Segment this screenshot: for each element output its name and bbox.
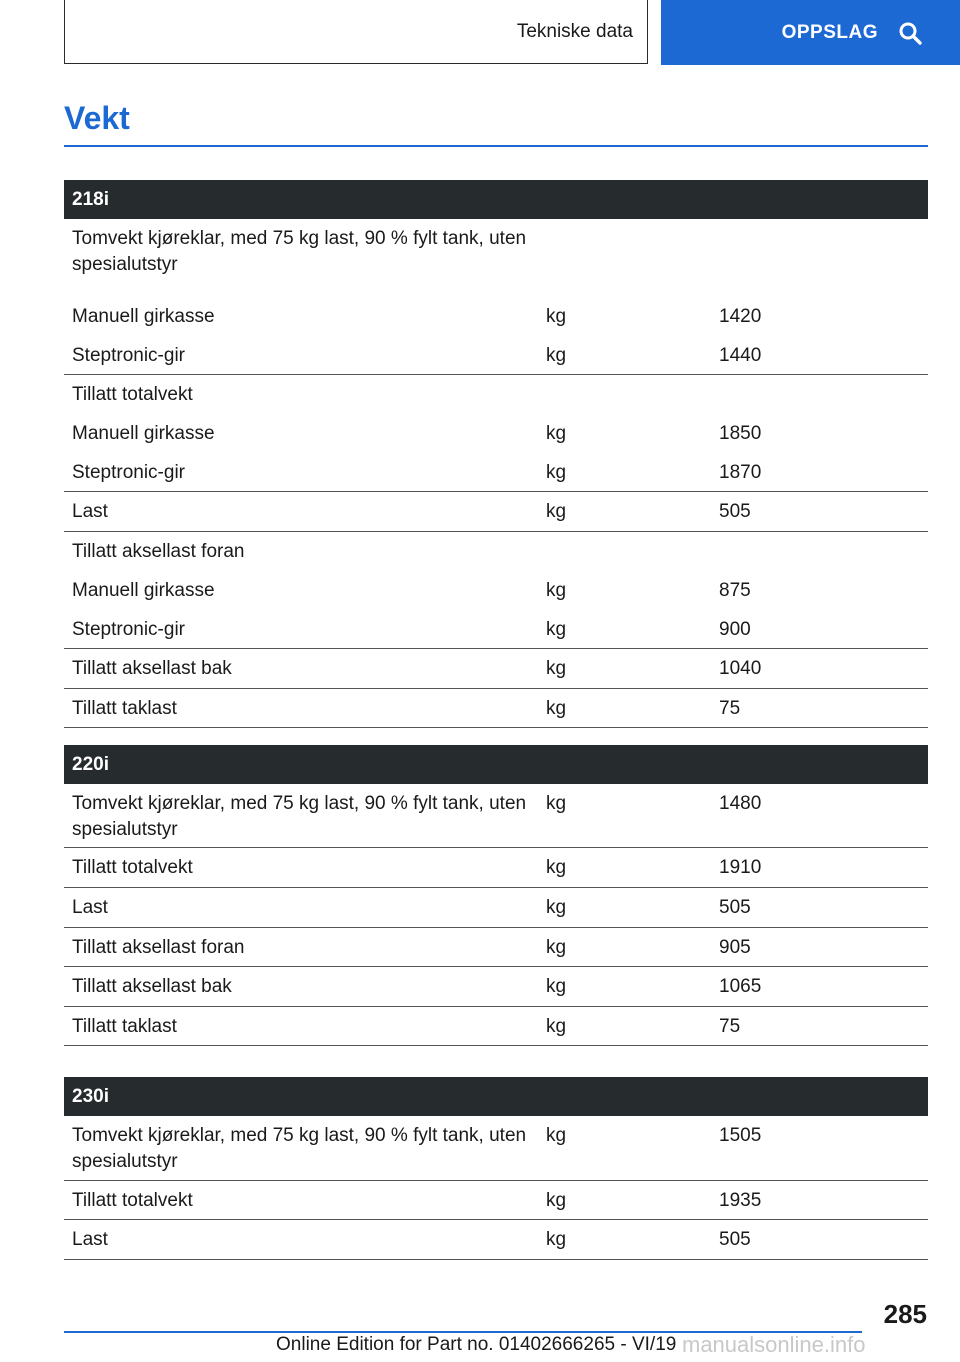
table-row — [64, 610, 928, 649]
row-value: 875 — [719, 580, 751, 601]
row-value: 505 — [719, 897, 751, 918]
row-value: 505 — [719, 501, 751, 522]
row-value: 75 — [719, 698, 741, 719]
table-row — [64, 967, 928, 1007]
row-unit: kg — [546, 462, 567, 483]
row-label: Tillatt taklast — [72, 698, 177, 719]
row-label: Last — [72, 501, 108, 522]
footer-edition: Online Edition for Part no. 01402666265 - VI/19 — [276, 1334, 677, 1355]
table-row — [64, 492, 928, 532]
row-unit: kg — [546, 501, 567, 522]
header-section-box — [64, 0, 648, 64]
row-unit — [546, 539, 719, 565]
row-label: Tillatt aksellast bak — [72, 658, 232, 679]
row-value: 900 — [719, 619, 751, 640]
row-label: Steptronic-gir — [72, 345, 185, 366]
row-value — [719, 382, 928, 408]
table-row — [64, 375, 928, 414]
row-label: Manuell girkasse — [72, 580, 215, 601]
row-unit: kg — [546, 1229, 567, 1250]
row-unit: kg — [546, 1125, 567, 1146]
section-header: 230i — [64, 1077, 928, 1116]
section-230i — [64, 1077, 928, 1260]
page-number: 285 — [883, 1299, 927, 1329]
watermark: manualsonline.info — [682, 1332, 866, 1357]
table-row — [64, 219, 928, 297]
row-unit: kg — [546, 306, 567, 327]
row-value: 1420 — [719, 306, 762, 327]
row-value: 1850 — [719, 423, 762, 444]
row-value — [719, 226, 928, 291]
row-label: Manuell girkasse — [72, 306, 215, 327]
table-row — [64, 571, 928, 610]
row-unit: kg — [546, 857, 567, 878]
row-value: 1935 — [719, 1190, 762, 1211]
row-unit: kg — [546, 619, 567, 640]
row-label: Tillatt totalvekt — [72, 1190, 193, 1211]
row-label: Tillatt aksellast foran — [72, 541, 245, 562]
row-unit: kg — [546, 1016, 567, 1037]
section-header: 220i — [64, 745, 928, 784]
row-value: 905 — [719, 937, 751, 958]
table-row — [64, 1116, 928, 1181]
row-label: Tillatt totalvekt — [72, 384, 193, 405]
row-value: 1870 — [719, 462, 762, 483]
row-value: 1910 — [719, 857, 762, 878]
row-label: Tomvekt kjøreklar, med 75 kg last, 90 % fylt tank, uten spesialutstyr — [72, 228, 527, 275]
row-value: 1480 — [719, 793, 762, 814]
row-unit — [546, 382, 719, 408]
section-header: 218i — [64, 180, 928, 219]
search-icon — [898, 21, 922, 45]
page-title: Vekt — [64, 100, 130, 136]
row-label: Tillatt aksellast bak — [72, 976, 232, 997]
row-value — [719, 539, 928, 565]
section-220i — [64, 745, 928, 1046]
row-unit: kg — [546, 976, 567, 997]
header-section-title: Tekniske data — [516, 20, 633, 42]
row-label: Tomvekt kjøreklar, med 75 kg last, 90 % fylt tank, uten spesialutstyr — [72, 793, 527, 840]
table-row — [64, 649, 928, 689]
row-label: Tomvekt kjøreklar, med 75 kg last, 90 % fylt tank, uten spesialutstyr — [72, 1125, 527, 1172]
row-unit: kg — [546, 658, 567, 679]
lookup-button[interactable] — [661, 0, 960, 65]
row-value: 505 — [719, 1229, 751, 1250]
lookup-button-label: OPPSLAG — [781, 21, 878, 43]
row-unit: kg — [546, 937, 567, 958]
table-row — [64, 1220, 928, 1260]
row-value: 1440 — [719, 345, 762, 366]
row-unit — [546, 226, 719, 291]
row-unit: kg — [546, 345, 567, 366]
row-unit: kg — [546, 580, 567, 601]
row-unit: kg — [546, 698, 567, 719]
table-row — [64, 336, 928, 375]
table-row — [64, 928, 928, 967]
table-row — [64, 784, 928, 848]
row-label: Tillatt totalvekt — [72, 857, 193, 878]
row-label: Tillatt taklast — [72, 1016, 177, 1037]
table-row — [64, 1007, 928, 1046]
row-value: 75 — [719, 1016, 741, 1037]
table-row — [64, 453, 928, 492]
row-label: Last — [72, 897, 108, 918]
table-row — [64, 414, 928, 453]
table-row — [64, 888, 928, 928]
row-value: 1040 — [719, 658, 762, 679]
row-label: Steptronic-gir — [72, 619, 185, 640]
row-label: Steptronic-gir — [72, 462, 185, 483]
section-218i — [64, 180, 928, 728]
row-unit: kg — [546, 897, 567, 918]
row-unit: kg — [546, 793, 567, 814]
table-row — [64, 689, 928, 728]
row-value: 1505 — [719, 1125, 762, 1146]
table-row — [64, 297, 928, 336]
row-unit: kg — [546, 423, 567, 444]
row-label: Tillatt aksellast foran — [72, 937, 245, 958]
row-unit: kg — [546, 1190, 567, 1211]
table-row — [64, 1181, 928, 1220]
row-value: 1065 — [719, 976, 762, 997]
table-row — [64, 532, 928, 571]
title-divider — [64, 145, 928, 147]
table-row — [64, 848, 928, 888]
row-label: Manuell girkasse — [72, 423, 215, 444]
row-label: Last — [72, 1229, 108, 1250]
